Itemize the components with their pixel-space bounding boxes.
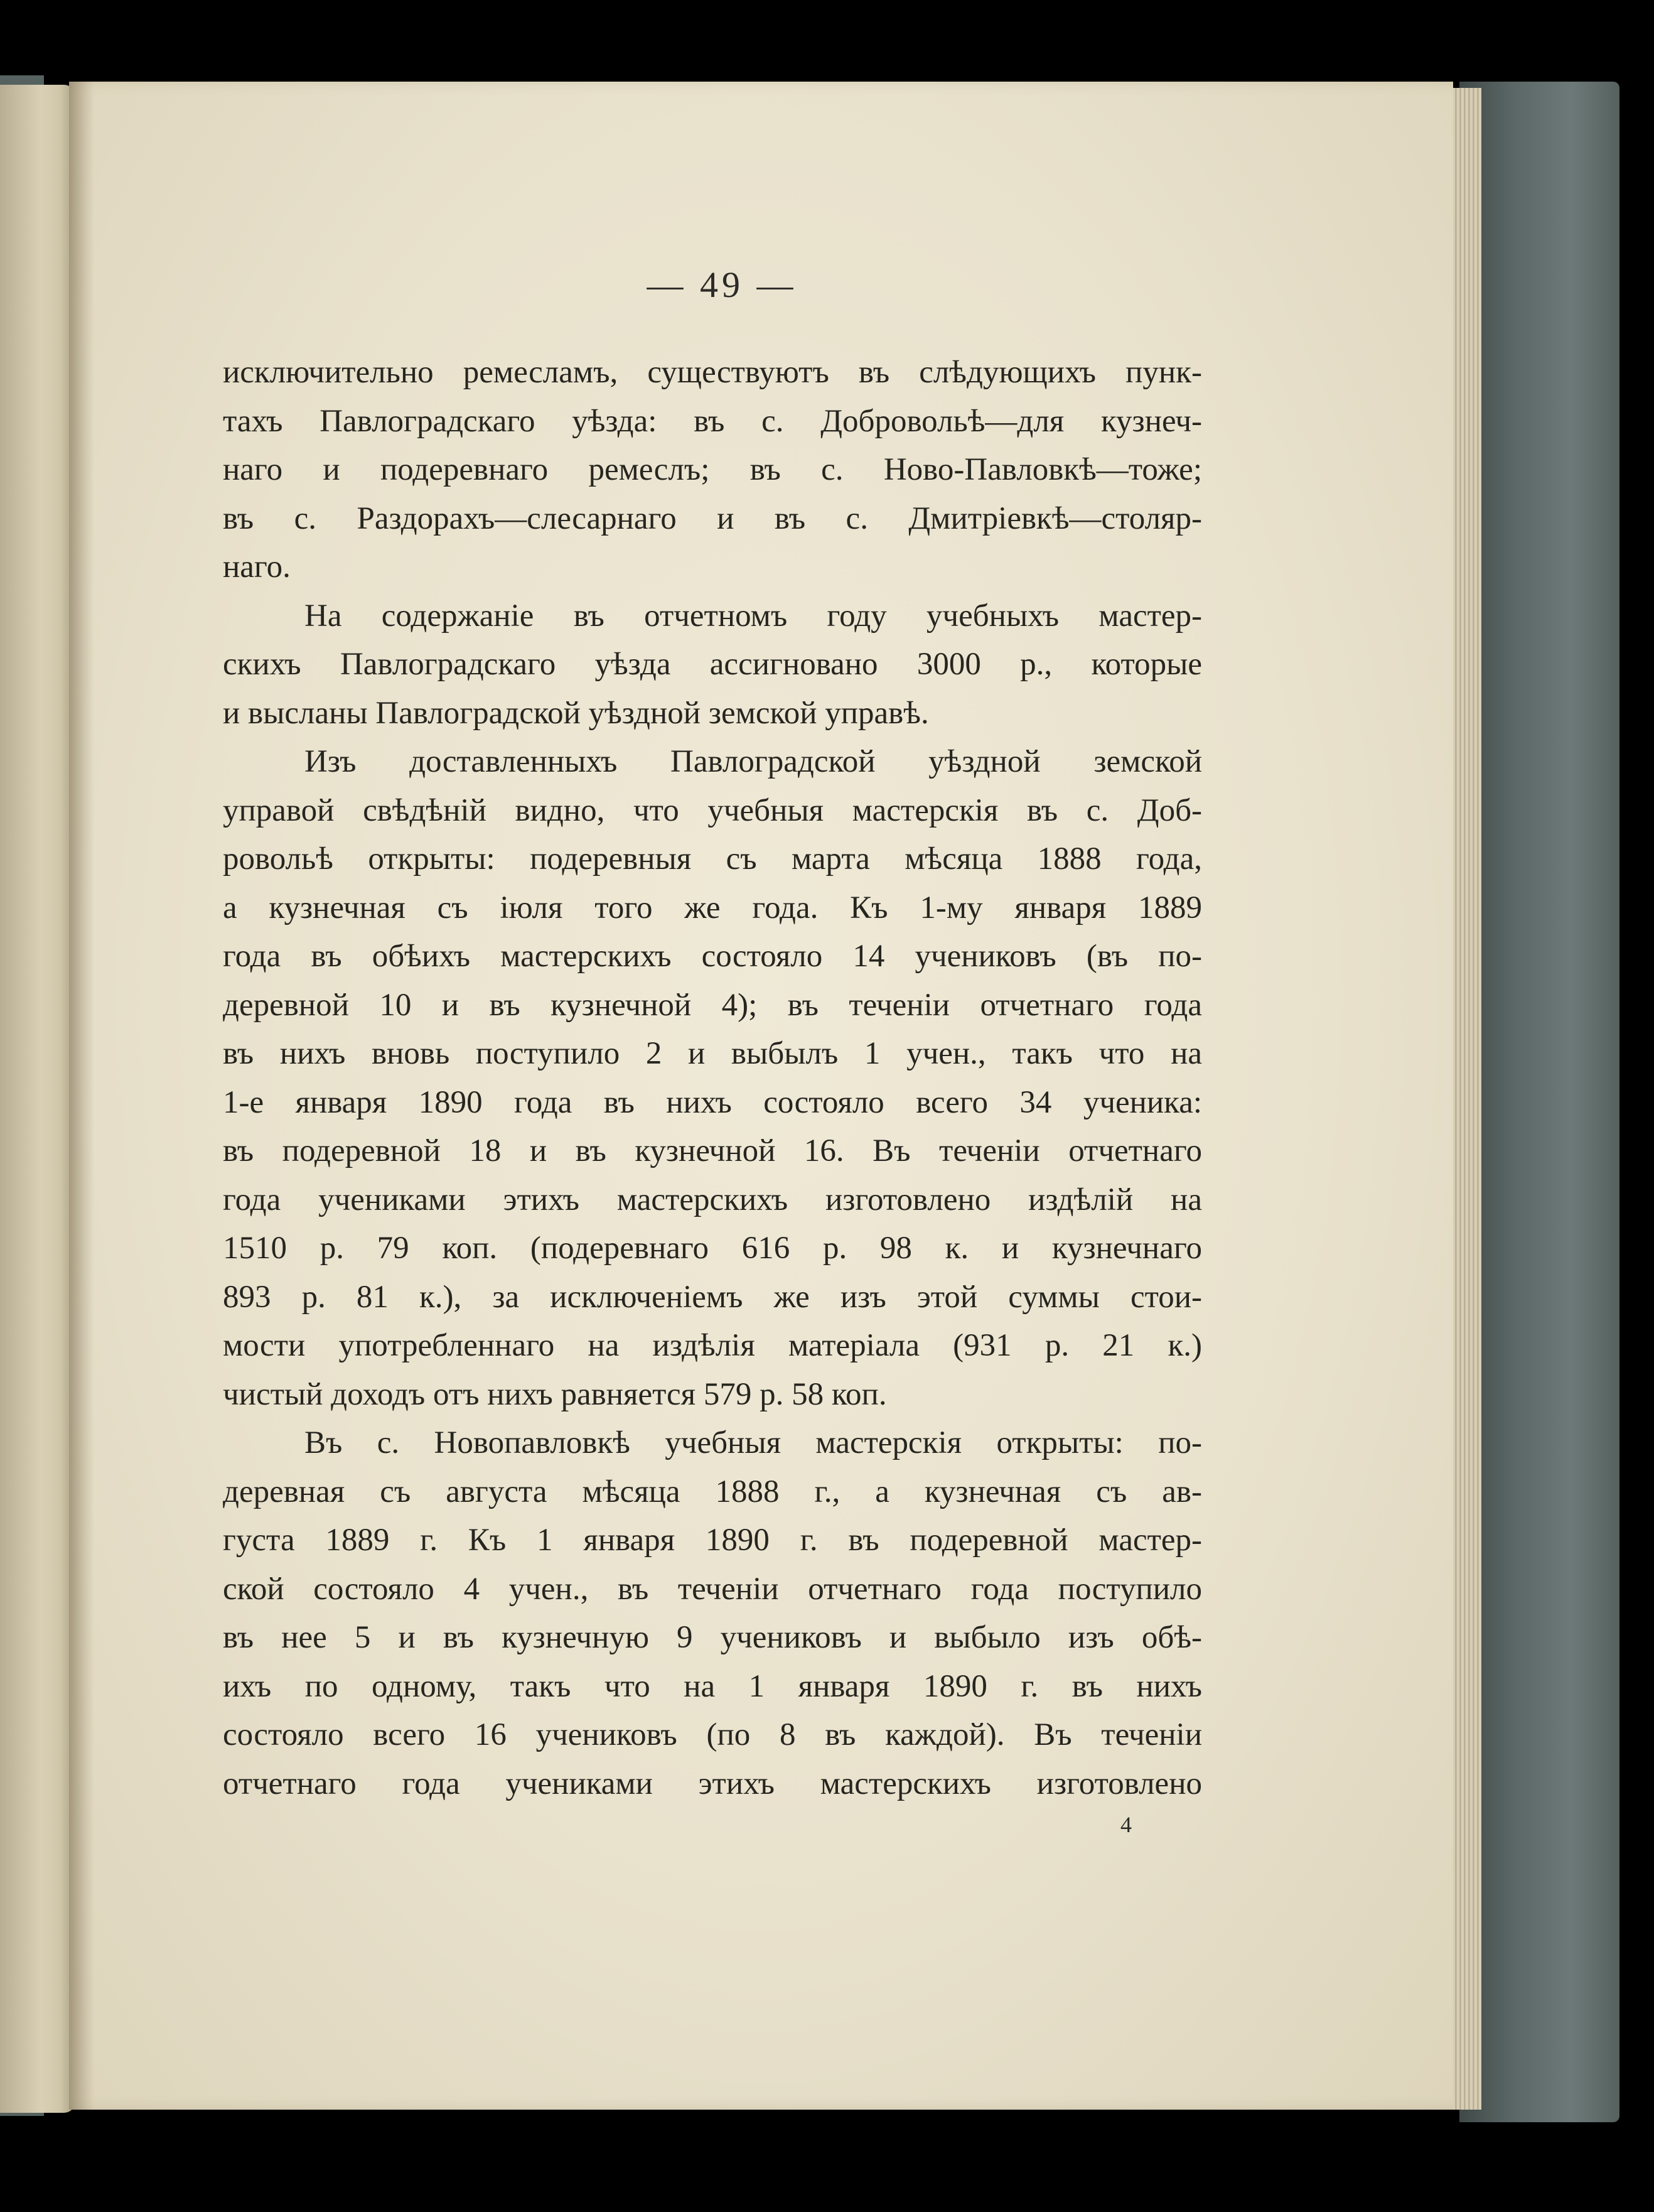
text-line: управой свѣдѣній видно, что учебныя мастерскія въ с. Доб- bbox=[223, 792, 1202, 828]
facing-page-edge bbox=[0, 85, 75, 2113]
text-line: густа 1889 г. Къ 1 января 1890 г. въ подеревной мастер- bbox=[223, 1523, 1202, 1558]
body-text bbox=[223, 348, 1202, 1808]
gutter-shadow bbox=[69, 82, 94, 2110]
signature-mark: 4 bbox=[1120, 1812, 1132, 1837]
text-line: а кузнечная съ іюля того же года. Къ 1-му января 1889 bbox=[223, 890, 1202, 925]
text-line: въ нее 5 и въ кузнечную 9 учениковъ и выбыло изъ обѣ- bbox=[223, 1620, 1202, 1655]
text-line: На содержаніе въ отчетномъ году учебныхъ мастер- bbox=[304, 598, 1202, 634]
text-line: въ с. Раздорахъ—слесарнаго и въ с. Дмитріевкѣ—столяр- bbox=[223, 500, 1202, 536]
text-line: Изъ доставленныхъ Павлоградской уѣздной земской bbox=[304, 744, 1202, 779]
text-line: отчетнаго года учениками этихъ мастерскихъ изготовлено bbox=[223, 1766, 1202, 1801]
text-line: тахъ Павлоградскаго уѣзда: въ с. Добровольѣ—для кузнеч- bbox=[223, 403, 1202, 439]
text-line: мости употребленнаго на издѣлія матеріала (931 р. 21 к.) bbox=[223, 1328, 1202, 1363]
text-line: Въ с. Новопавловкѣ учебныя мастерскія открыты: по- bbox=[304, 1425, 1202, 1460]
text-line: деревной 10 и въ кузнечной 4); въ теченіи отчетнаго года bbox=[223, 987, 1202, 1023]
text-line: исключительно ремесламъ, существуютъ въ слѣдующихъ пунк- bbox=[223, 355, 1202, 390]
text-line: года учениками этихъ мастерскихъ изготовлено издѣлій на bbox=[223, 1182, 1202, 1217]
text-line: наго. bbox=[223, 549, 291, 585]
page-number: — 49 — bbox=[647, 264, 797, 305]
text-line: чистый доходъ отъ нихъ равняется 579 р. 58 коп. bbox=[223, 1376, 887, 1412]
text-line: скихъ Павлоградскаго уѣзда ассигновано 3000 р., которые bbox=[223, 647, 1202, 682]
text-line: въ нихъ вновь поступило 2 и выбылъ 1 учен., такъ что на bbox=[223, 1036, 1202, 1071]
text-line: деревная съ августа мѣсяца 1888 г., а кузнечная съ ав- bbox=[223, 1474, 1202, 1509]
text-line: 1510 р. 79 коп. (подеревнаго 616 р. 98 к. и кузнечнаго bbox=[223, 1231, 1202, 1266]
text-line: года въ обѣихъ мастерскихъ состояло 14 учениковъ (въ по- bbox=[223, 939, 1202, 974]
text-line: и высланы Павлоградской уѣздной земской управѣ. bbox=[223, 695, 929, 731]
text-line: ихъ по одному, такъ что на 1 января 1890 г. въ нихъ bbox=[223, 1668, 1202, 1704]
text-line: 1-е января 1890 года въ нихъ состояло всего 34 ученика: bbox=[223, 1084, 1202, 1120]
text-line: 893 р. 81 к.), за исключеніемъ же изъ этой суммы стои- bbox=[223, 1279, 1202, 1315]
text-line: наго и подеревнаго ремеслъ; въ с. Ново-Павловкѣ—тоже; bbox=[223, 452, 1202, 487]
text-line: ской состояло 4 учен., въ теченіи отчетнаго года поступило bbox=[223, 1571, 1202, 1607]
book-cover-right bbox=[1459, 82, 1619, 2122]
text-line: состояло всего 16 учениковъ (по 8 въ каждой). Въ теченіи bbox=[223, 1717, 1202, 1752]
text-line: въ подеревной 18 и въ кузнечной 16. Въ теченіи отчетнаго bbox=[223, 1133, 1202, 1168]
text-line: ровольѣ открыты: подеревныя съ марта мѣсяца 1888 года, bbox=[223, 841, 1202, 877]
